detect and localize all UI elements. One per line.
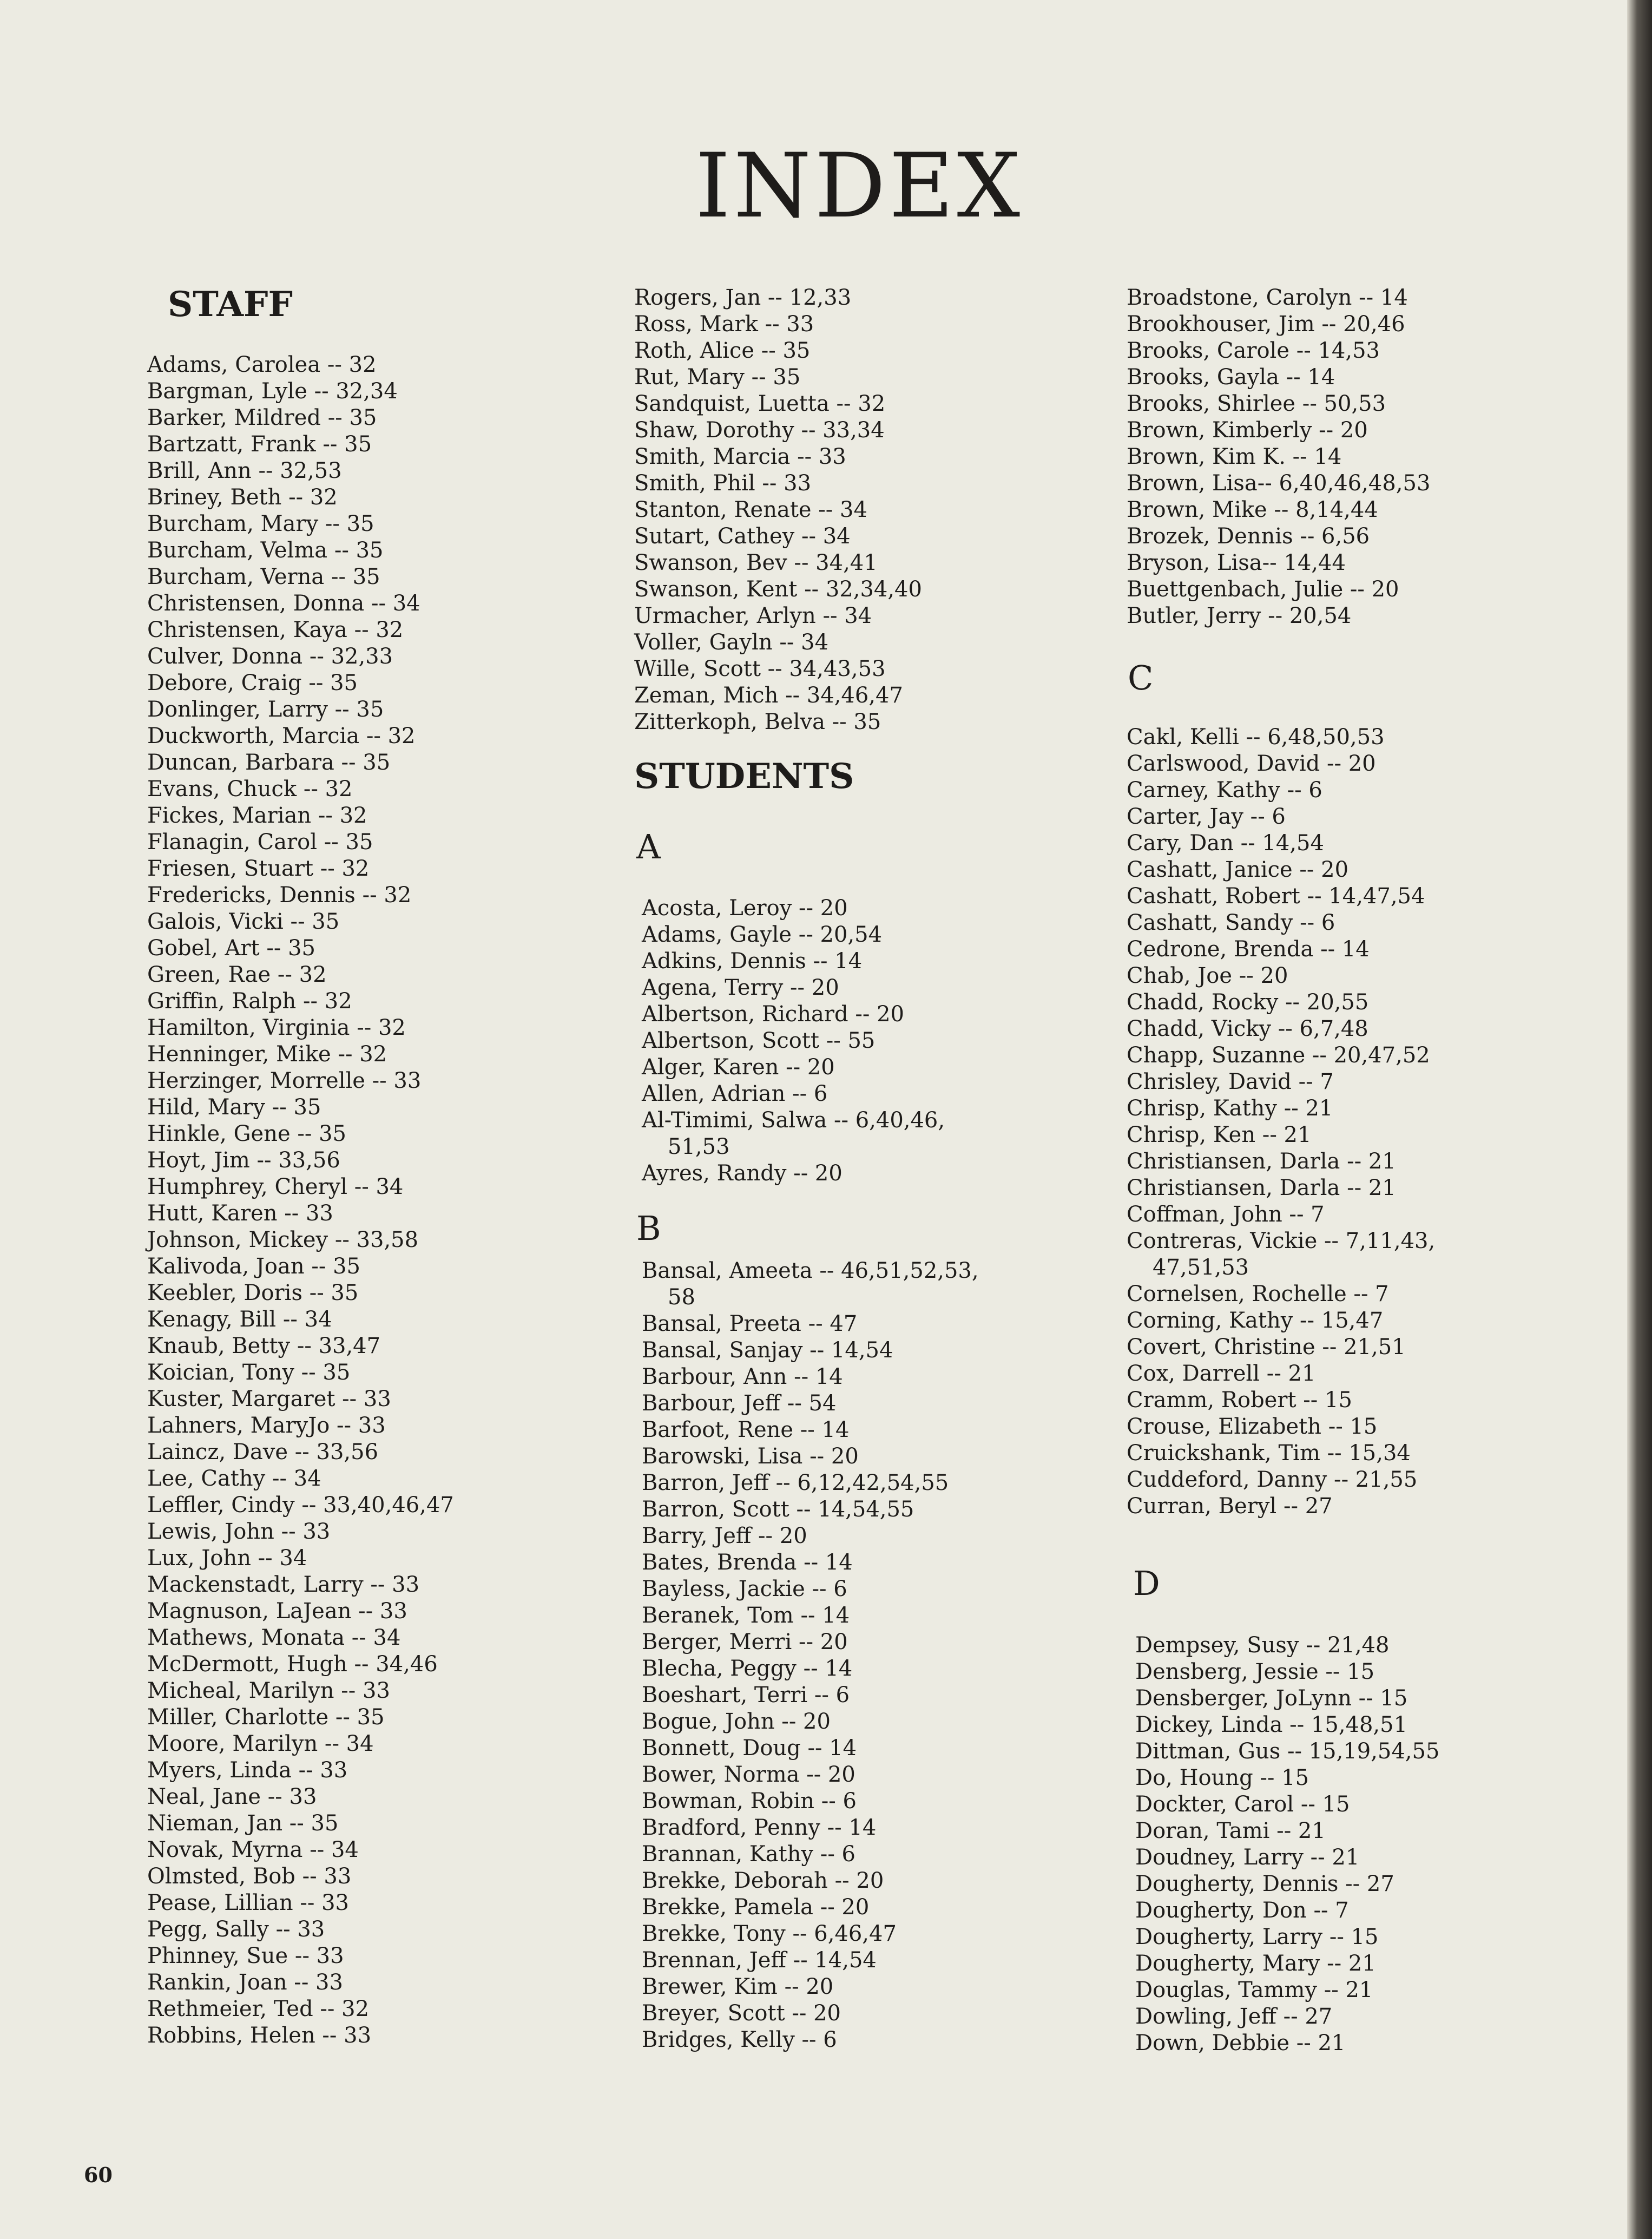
index-entry: Dougherty, Larry -- 15	[1135, 1925, 1379, 1949]
index-entry: Broadstone, Carolyn -- 14	[1127, 285, 1408, 310]
index-entry: Bates, Brenda -- 14	[642, 1550, 853, 1575]
index-entry: Rethmeier, Ted -- 32	[147, 1997, 370, 2021]
index-entry: Wille, Scott -- 34,43,53	[634, 656, 886, 681]
index-entry: Dowling, Jeff -- 27	[1135, 2004, 1333, 2029]
staff-heading: STAFF	[168, 284, 293, 325]
index-entry: Smith, Phil -- 33	[634, 471, 812, 496]
index-entry: Hild, Mary -- 35	[147, 1095, 321, 1120]
index-entry: Debore, Craig -- 35	[147, 671, 358, 695]
index-entry: Brooks, Shirlee -- 50,53	[1127, 391, 1386, 416]
index-entry: Bradford, Penny -- 14	[642, 1815, 877, 1840]
index-entry: Adams, Gayle -- 20,54	[642, 922, 883, 947]
index-entry: 47,51,53	[1153, 1255, 1249, 1280]
index-entry: Bogue, John -- 20	[642, 1709, 831, 1734]
index-entry: Bowman, Robin -- 6	[642, 1789, 857, 1814]
index-entry: Evans, Chuck -- 32	[147, 777, 353, 802]
index-entry: Bower, Norma -- 20	[642, 1762, 855, 1787]
index-entry: Albertson, Scott -- 55	[642, 1028, 876, 1053]
index-entry: Kuster, Margaret -- 33	[147, 1387, 391, 1411]
index-entry: Blecha, Peggy -- 14	[642, 1656, 853, 1681]
index-entry: Do, Houng -- 15	[1135, 1765, 1309, 1790]
index-entry: Cedrone, Brenda -- 14	[1127, 937, 1370, 962]
index-entry: Doran, Tami -- 21	[1135, 1818, 1326, 1843]
index-entry: Hinkle, Gene -- 35	[147, 1121, 346, 1146]
index-entry: Henninger, Mike -- 32	[147, 1042, 387, 1067]
index-entry: Donlinger, Larry -- 35	[147, 697, 384, 722]
index-entry: Allen, Adrian -- 6	[642, 1081, 828, 1106]
index-entry: Green, Rae -- 32	[147, 962, 327, 987]
index-entry: Bargman, Lyle -- 32,34	[147, 379, 398, 404]
index-entry: Burcham, Velma -- 35	[147, 538, 384, 563]
index-entry: Chab, Joe -- 20	[1127, 963, 1288, 988]
index-entry: Agena, Terry -- 20	[642, 975, 839, 1000]
index-entry: Galois, Vicki -- 35	[147, 909, 340, 934]
index-entry: Swanson, Bev -- 34,41	[634, 550, 878, 575]
index-entry: Zeman, Mich -- 34,46,47	[634, 683, 903, 708]
index-entry: Coffman, John -- 7	[1127, 1202, 1325, 1227]
index-entry: Bonnett, Doug -- 14	[642, 1736, 857, 1761]
index-entry: Briney, Beth -- 32	[147, 485, 338, 510]
index-entry: Douglas, Tammy -- 21	[1135, 1978, 1373, 2002]
letter-heading-b: B	[636, 1209, 661, 1248]
index-entry: Chrisp, Ken -- 21	[1127, 1122, 1312, 1147]
index-entry: Beranek, Tom -- 14	[642, 1603, 850, 1628]
index-entry: Alger, Karen -- 20	[642, 1055, 835, 1080]
index-entry: Micheal, Marilyn -- 33	[147, 1678, 390, 1703]
index-entry: Barry, Jeff -- 20	[642, 1524, 807, 1548]
index-entry: Robbins, Helen -- 33	[147, 2023, 372, 2048]
index-entry: Olmsted, Bob -- 33	[147, 1864, 352, 1889]
index-entry: Ross, Mark -- 33	[634, 312, 814, 337]
index-entry: Hutt, Karen -- 33	[147, 1201, 333, 1226]
index-entry: 58	[668, 1285, 695, 1310]
index-entry: Christiansen, Darla -- 21	[1127, 1176, 1396, 1200]
index-entry: Cakl, Kelli -- 6,48,50,53	[1127, 725, 1385, 750]
index-entry: Brown, Kim K. -- 14	[1127, 444, 1342, 469]
index-entry: Densberg, Jessie -- 15	[1135, 1659, 1375, 1684]
index-entry: Contreras, Vickie -- 7,11,43,	[1127, 1229, 1436, 1253]
index-entry: Brekke, Deborah -- 20	[642, 1868, 884, 1893]
index-entry: Down, Debbie -- 21	[1135, 2031, 1346, 2056]
index-entry: Dougherty, Don -- 7	[1135, 1898, 1349, 1923]
index-entry: Duckworth, Marcia -- 32	[147, 724, 416, 748]
index-entry: Burcham, Mary -- 35	[147, 511, 374, 536]
index-entry: Rogers, Jan -- 12,33	[634, 285, 852, 310]
index-entry: Pegg, Sally -- 33	[147, 1917, 325, 1942]
index-entry: Buettgenbach, Julie -- 20	[1127, 577, 1399, 602]
index-entry: Phinney, Sue -- 33	[147, 1943, 344, 1968]
index-entry: Novak, Myrna -- 34	[147, 1837, 359, 1862]
index-entry: Roth, Alice -- 35	[634, 338, 811, 363]
index-entry: Adkins, Dennis -- 14	[642, 949, 863, 974]
index-entry: Brozek, Dennis -- 6,56	[1127, 524, 1370, 549]
index-entry: Barker, Mildred -- 35	[147, 405, 377, 430]
index-entry: Lux, John -- 34	[147, 1546, 307, 1571]
index-entry: Chadd, Vicky -- 6,7,48	[1127, 1016, 1368, 1041]
index-entry: Johnson, Mickey -- 33,58	[147, 1227, 419, 1252]
index-entry: Mathews, Monata -- 34	[147, 1625, 401, 1650]
index-entry: Carter, Jay -- 6	[1127, 804, 1286, 829]
index-entry: Cuddeford, Danny -- 21,55	[1127, 1467, 1418, 1492]
letter-heading-c: C	[1128, 658, 1154, 698]
index-entry: Laincz, Dave -- 33,56	[147, 1440, 379, 1465]
index-entry: Dougherty, Dennis -- 27	[1135, 1872, 1394, 1896]
index-entry: Stanton, Renate -- 34	[634, 497, 867, 522]
index-entry: Doudney, Larry -- 21	[1135, 1845, 1360, 1870]
index-entry: Lahners, MaryJo -- 33	[147, 1413, 386, 1438]
index-entry: Crouse, Elizabeth -- 15	[1127, 1414, 1378, 1439]
index-entry: Urmacher, Arlyn -- 34	[634, 603, 872, 628]
index-entry: Albertson, Richard -- 20	[642, 1002, 904, 1027]
index-entry: Curran, Beryl -- 27	[1127, 1494, 1333, 1519]
index-entry: Pease, Lillian -- 33	[147, 1890, 349, 1915]
index-entry: Densberger, JoLynn -- 15	[1135, 1686, 1408, 1711]
index-entry: Myers, Linda -- 33	[147, 1758, 348, 1783]
index-entry: Cornelsen, Rochelle -- 7	[1127, 1282, 1389, 1306]
index-entry: Cox, Darrell -- 21	[1127, 1361, 1316, 1386]
index-entry: Al-Timimi, Salwa -- 6,40,46,	[642, 1108, 945, 1133]
index-entry: Dockter, Carol -- 15	[1135, 1792, 1350, 1817]
index-entry: Friesen, Stuart -- 32	[147, 856, 370, 881]
index-entry: Brekke, Tony -- 6,46,47	[642, 1921, 897, 1946]
index-entry: Mackenstadt, Larry -- 33	[147, 1572, 420, 1597]
index-entry: Burcham, Verna -- 35	[147, 564, 380, 589]
index-entry: Moore, Marilyn -- 34	[147, 1731, 374, 1756]
index-entry: Brannan, Kathy -- 6	[642, 1842, 855, 1867]
index-entry: Lee, Cathy -- 34	[147, 1466, 321, 1491]
index-entry: Dempsey, Susy -- 21,48	[1135, 1633, 1390, 1658]
index-entry: Duncan, Barbara -- 35	[147, 750, 391, 775]
index-entry: Magnuson, LaJean -- 33	[147, 1599, 407, 1624]
index-entry: Rut, Mary -- 35	[634, 365, 801, 390]
index-entry: McDermott, Hugh -- 34,46	[147, 1652, 438, 1677]
index-entry: Fickes, Marian -- 32	[147, 803, 367, 828]
index-entry: Barron, Jeff -- 6,12,42,54,55	[642, 1470, 949, 1495]
index-entry: Christiansen, Darla -- 21	[1127, 1149, 1396, 1174]
index-entry: Cramm, Robert -- 15	[1127, 1388, 1352, 1413]
index-entry: Culver, Donna -- 32,33	[147, 644, 393, 669]
index-entry: Brennan, Jeff -- 14,54	[642, 1948, 877, 1973]
index-entry: Kalivoda, Joan -- 35	[147, 1254, 360, 1279]
index-entry: Adams, Carolea -- 32	[147, 352, 377, 377]
page-edge-shadow	[1627, 0, 1652, 2239]
index-entry: Smith, Marcia -- 33	[634, 444, 846, 469]
index-entry: Brooks, Gayla -- 14	[1127, 365, 1335, 390]
index-entry: Breyer, Scott -- 20	[642, 2001, 841, 2026]
index-entry: Barron, Scott -- 14,54,55	[642, 1497, 914, 1522]
page-number: 60	[84, 2163, 113, 2187]
index-entry: Berger, Merri -- 20	[642, 1630, 848, 1654]
index-entry: Fredericks, Dennis -- 32	[147, 883, 412, 908]
index-entry: Koician, Tony -- 35	[147, 1360, 351, 1385]
index-entry: Voller, Gayln -- 34	[634, 630, 829, 655]
index-entry: Hoyt, Jim -- 33,56	[147, 1148, 340, 1173]
index-entry: Lewis, John -- 33	[147, 1519, 331, 1544]
index-entry: Brekke, Pamela -- 20	[642, 1895, 870, 1920]
letter-heading-a: A	[636, 827, 661, 866]
index-entry: Keebler, Doris -- 35	[147, 1281, 359, 1305]
index-entry: Bridges, Kelly -- 6	[642, 2027, 837, 2052]
index-entry: Cashatt, Janice -- 20	[1127, 857, 1349, 882]
index-entry: Cruickshank, Tim -- 15,34	[1127, 1441, 1411, 1466]
index-entry: Nieman, Jan -- 35	[147, 1811, 339, 1836]
index-entry: Corning, Kathy -- 15,47	[1127, 1308, 1384, 1333]
index-entry: Gobel, Art -- 35	[147, 936, 315, 961]
index-entry: Dittman, Gus -- 15,19,54,55	[1135, 1739, 1440, 1764]
index-entry: Barowski, Lisa -- 20	[642, 1444, 859, 1469]
index-entry: Dickey, Linda -- 15,48,51	[1135, 1712, 1408, 1737]
index-entry: Sutart, Cathey -- 34	[634, 524, 851, 549]
index-entry: Bryson, Lisa-- 14,44	[1127, 550, 1346, 575]
index-entry: Butler, Jerry -- 20,54	[1127, 603, 1352, 628]
index-entry: Zitterkoph, Belva -- 35	[634, 710, 881, 734]
index-entry: Bansal, Ameeta -- 46,51,52,53,	[642, 1258, 979, 1283]
index-entry: Ayres, Randy -- 20	[642, 1161, 843, 1186]
index-entry: Brooks, Carole -- 14,53	[1127, 338, 1380, 363]
students-heading: STUDENTS	[634, 756, 854, 797]
index-entry: Chadd, Rocky -- 20,55	[1127, 990, 1369, 1015]
index-entry: Barfoot, Rene -- 14	[642, 1417, 850, 1442]
page-title: INDEX	[695, 134, 1024, 238]
index-entry: Carlswood, David -- 20	[1127, 751, 1376, 776]
index-entry: Humphrey, Cheryl -- 34	[147, 1174, 404, 1199]
index-entry: Bansal, Preeta -- 47	[642, 1311, 858, 1336]
index-entry: Kenagy, Bill -- 34	[147, 1307, 332, 1332]
index-entry: Carney, Kathy -- 6	[1127, 778, 1322, 803]
index-entry: 51,53	[668, 1134, 730, 1159]
index-entry: Chrisp, Kathy -- 21	[1127, 1096, 1333, 1121]
index-entry: Knaub, Betty -- 33,47	[147, 1334, 381, 1358]
index-entry: Neal, Jane -- 33	[147, 1784, 317, 1809]
index-entry: Herzinger, Morrelle -- 33	[147, 1068, 422, 1093]
index-entry: Acosta, Leroy -- 20	[642, 896, 848, 921]
index-entry: Bansal, Sanjay -- 14,54	[642, 1338, 893, 1363]
index-entry: Bartzatt, Frank -- 35	[147, 432, 372, 457]
index-entry: Brown, Kimberly -- 20	[1127, 418, 1368, 443]
index-entry: Miller, Charlotte -- 35	[147, 1705, 385, 1730]
index-entry: Cashatt, Robert -- 14,47,54	[1127, 884, 1425, 909]
index-entry: Brewer, Kim -- 20	[642, 1974, 834, 1999]
index-entry: Brill, Ann -- 32,53	[147, 458, 342, 483]
index-entry: Chrisley, David -- 7	[1127, 1069, 1334, 1094]
letter-heading-d: D	[1133, 1564, 1160, 1603]
index-entry: Brown, Lisa-- 6,40,46,48,53	[1127, 471, 1431, 496]
index-entry: Brookhouser, Jim -- 20,46	[1127, 312, 1405, 337]
index-entry: Barbour, Ann -- 14	[642, 1364, 843, 1389]
index-entry: Brown, Mike -- 8,14,44	[1127, 497, 1378, 522]
index-entry: Cary, Dan -- 14,54	[1127, 831, 1324, 856]
index-entry: Chapp, Suzanne -- 20,47,52	[1127, 1043, 1430, 1068]
index-entry: Covert, Christine -- 21,51	[1127, 1335, 1406, 1360]
index-entry: Christensen, Kaya -- 32	[147, 618, 404, 642]
index-entry: Shaw, Dorothy -- 33,34	[634, 418, 885, 443]
index-entry: Cashatt, Sandy -- 6	[1127, 910, 1335, 935]
index-entry: Rankin, Joan -- 33	[147, 1970, 343, 1995]
index-entry: Swanson, Kent -- 32,34,40	[634, 577, 922, 602]
index-entry: Griffin, Ralph -- 32	[147, 989, 352, 1014]
index-entry: Leffler, Cindy -- 33,40,46,47	[147, 1493, 454, 1518]
index-entry: Christensen, Donna -- 34	[147, 591, 420, 616]
index-entry: Flanagin, Carol -- 35	[147, 830, 373, 855]
index-entry: Bayless, Jackie -- 6	[642, 1577, 847, 1601]
index-entry: Dougherty, Mary -- 21	[1135, 1951, 1376, 1976]
index-entry: Sandquist, Luetta -- 32	[634, 391, 886, 416]
index-entry: Hamilton, Virginia -- 32	[147, 1015, 406, 1040]
index-entry: Barbour, Jeff -- 54	[642, 1391, 837, 1416]
index-entry: Boeshart, Terri -- 6	[642, 1683, 850, 1708]
